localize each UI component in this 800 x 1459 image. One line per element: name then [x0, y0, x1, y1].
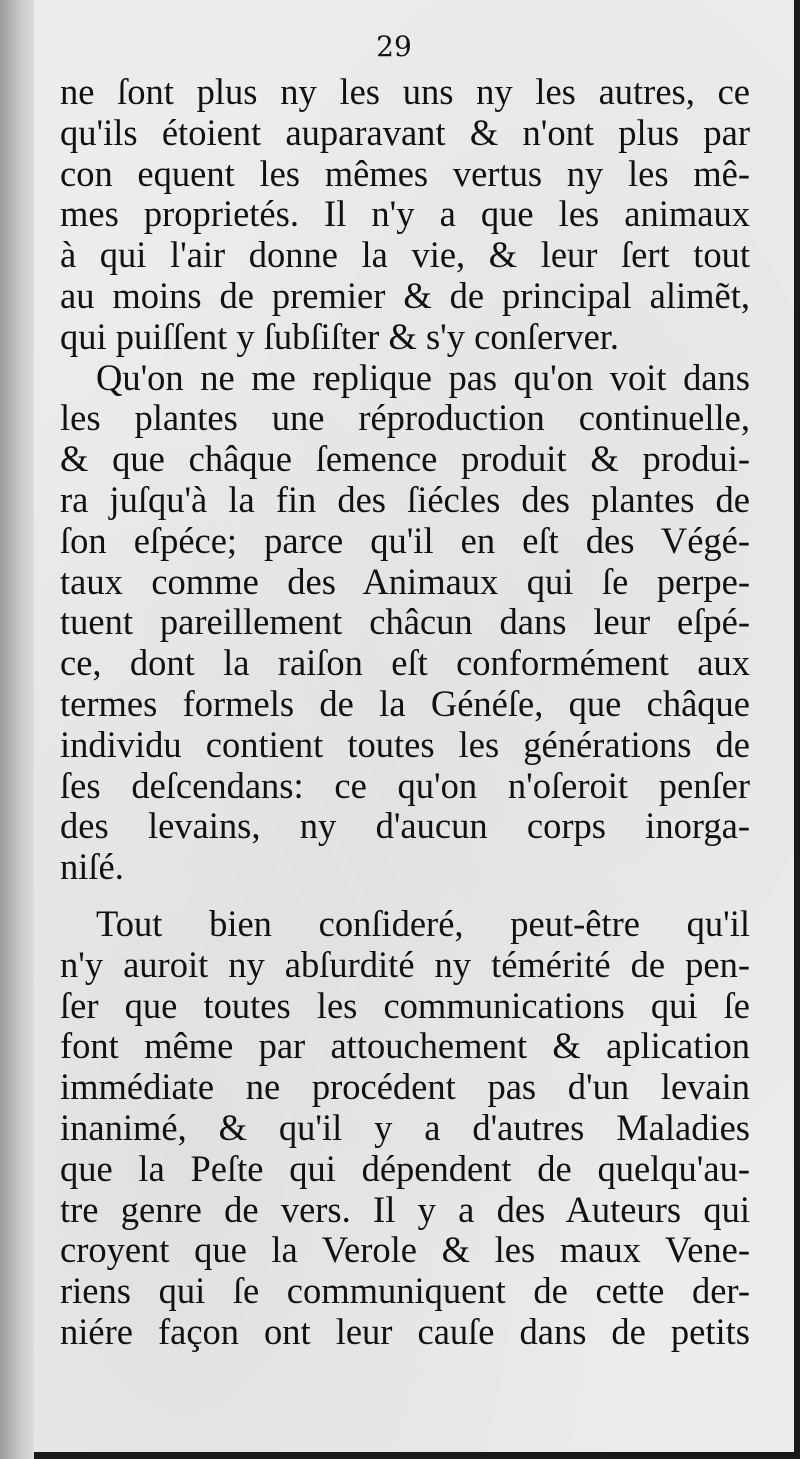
text-line: inanimé, & qu'il y a d'autres Maladies: [60, 1107, 750, 1148]
book-page: [34, 0, 794, 1452]
body-text: [60, 72, 750, 1353]
text-line: niére façon ont leur cauſe dans de petits: [60, 1311, 750, 1352]
text-line: qu'ils étoient auparavant & n'ont plus par: [60, 112, 750, 153]
text-line: des levains, ny d'aucun corps inorga-: [60, 806, 750, 847]
page-gutter: [0, 0, 34, 1459]
text-line: ra juſqu'à la fin des ſiécles des plantes de: [60, 479, 750, 520]
text-line: & que châque ſemence produit & produi-: [60, 439, 750, 480]
text-line: ſes deſcendans: ce qu'on n'oſeroit penſer: [60, 765, 750, 806]
text-line: Qu'on ne me replique pas qu'on voit dans: [96, 357, 750, 398]
text-line: riens qui ſe communiquent de cette der-: [60, 1271, 750, 1312]
text-line: ſer que toutes les communications qui ſe: [60, 985, 750, 1026]
text-line: font même par attouchement & aplication: [60, 1026, 750, 1067]
text-line: ſon eſpéce; parce qu'il en eſt des Végé-: [60, 520, 750, 561]
text-line: individu contient toutes les générations de: [60, 724, 750, 765]
text-line: au moins de premier & de principal alimẽt,: [60, 275, 750, 316]
text-line: tuent pareillement châcun dans leur eſpé-: [60, 602, 750, 643]
text-line: ne ſont plus ny les uns ny les autres, ce: [60, 72, 750, 112]
text-line: ce, dont la raiſon eſt conformément aux: [60, 643, 750, 684]
text-line: taux comme des Animaux qui ſe perpe-: [60, 561, 750, 602]
text-line: n'y auroit ny abſurdité ny témérité de pen-: [60, 944, 750, 985]
text-line: croyent que la Verole & les maux Vene-: [60, 1230, 750, 1271]
text-line: mes proprietés. Il n'y a que les animaux: [60, 194, 750, 235]
text-line: niſé.: [60, 847, 124, 888]
text-line: immédiate ne procédent pas d'un levain: [60, 1067, 750, 1108]
text-line: Tout bien conſideré, peut-être qu'il: [96, 903, 750, 944]
text-line: les plantes une réproduction continuelle,: [60, 398, 750, 439]
text-line: que la Peſte qui dépendent de quelqu'au-: [60, 1148, 750, 1189]
text-line: con equent les mêmes vertus ny les mê-: [60, 153, 750, 194]
text-line: termes formels de la Généſe, que châque: [60, 683, 750, 724]
text-line: à qui l'air donne la vie, & leur ſert tout: [60, 235, 750, 276]
text-line: tre genre de vers. Il y a des Auteurs qui: [60, 1189, 750, 1230]
page-number: 29: [376, 30, 412, 63]
paragraph-gap: [60, 888, 750, 904]
text-line: qui puiſſent y ſubſiſter & s'y conſerver.: [60, 316, 620, 357]
